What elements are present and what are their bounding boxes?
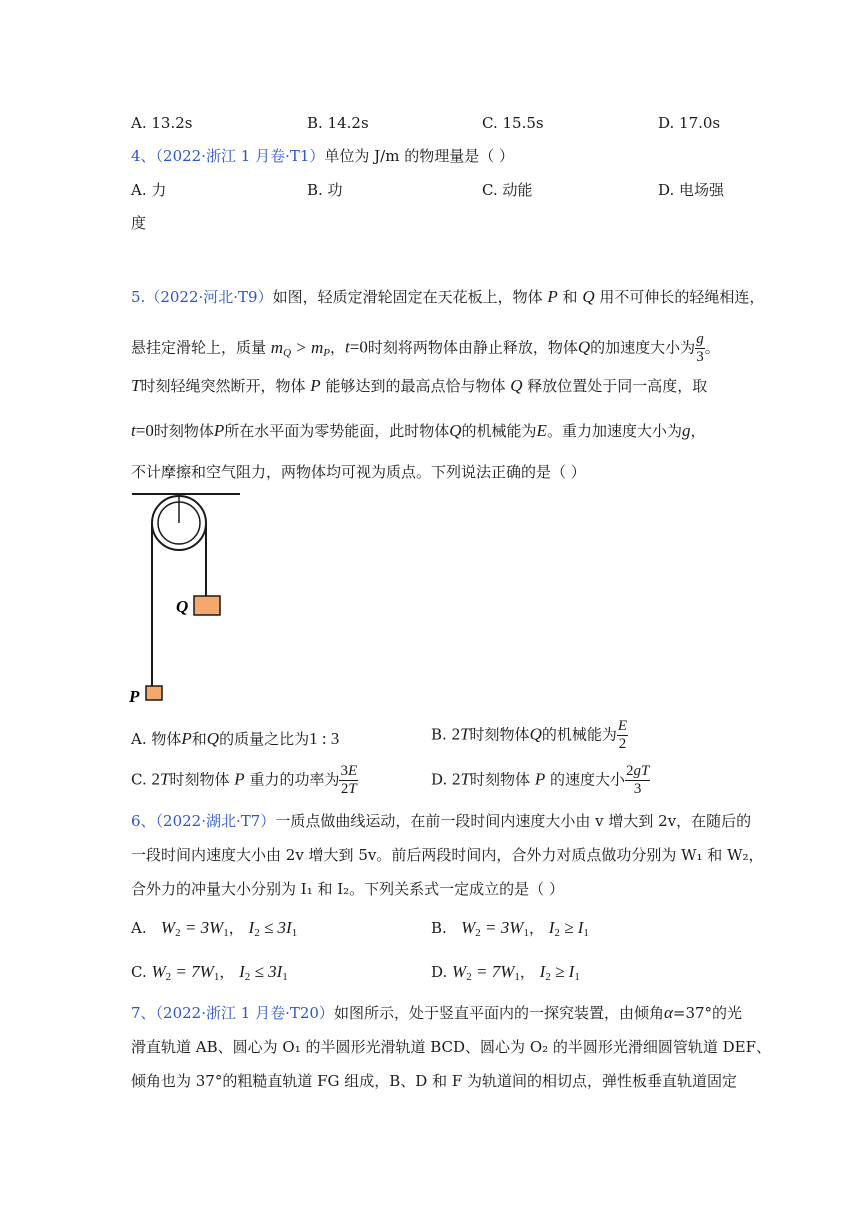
var-P: P xyxy=(310,376,321,395)
q5-text: 能够达到的最高点恰与物体 xyxy=(325,377,506,395)
q5-option-text: 的机械能为 xyxy=(541,725,617,744)
var-Q: Q xyxy=(449,421,462,440)
q5-option-text: B. xyxy=(431,725,447,744)
formula-c-impulse: I2 ≤ 3I1 xyxy=(239,962,288,983)
q5-option-c xyxy=(131,763,358,798)
q5-text: 和 xyxy=(562,288,578,306)
q5-line-1 xyxy=(131,287,764,307)
var-T: T xyxy=(131,376,141,395)
t-zero: t xyxy=(345,337,350,357)
q5-option-text: 的速度大小 xyxy=(549,770,625,789)
fraction-3E-over-2T: $\frac{3E}{2T}$ xyxy=(340,763,358,797)
var-alpha: α xyxy=(663,1003,673,1022)
q5-number: 5. xyxy=(131,288,146,306)
q5-option-d xyxy=(431,763,650,798)
q3-option-a: A. 13.2s xyxy=(131,114,193,132)
fraction-E-over-2: $\frac{E}{2}$ xyxy=(617,718,628,752)
q6-option-b: B. W2 = 3W1， I2 ≥ I1 xyxy=(431,918,589,939)
q5-line-5: 不计摩擦和空气阻力，两物体均可视为质点。下列说法正确的是（ ） xyxy=(131,463,586,481)
mass-ratio: 1 : 3 xyxy=(309,729,340,748)
q6-line-1 xyxy=(131,811,751,831)
q5-option-text: A. 物体 xyxy=(131,730,182,748)
q4-option-b: B. 功 xyxy=(307,181,343,199)
q4-option-a: A. 力 xyxy=(131,181,167,199)
formula-b-impulse: I2 ≥ I1 xyxy=(548,918,589,939)
block-P xyxy=(146,686,162,700)
q4-stem-text: 单位为 J/m 的物理量是（ ） xyxy=(324,147,514,165)
q6-option-d: D. W2 = 7W1， I2 ≥ I1 xyxy=(431,962,580,983)
var-Q: Q xyxy=(206,729,220,748)
pulley-diagram xyxy=(120,490,260,710)
q6-source: （2022·湖北·T7） xyxy=(155,812,276,830)
var-P: P xyxy=(181,729,192,748)
q3-option-b: B. 14.2s xyxy=(307,114,369,132)
q3-option-d: D. 17.0s xyxy=(658,114,721,132)
fraction-2gT-over-3: $\frac{2gT}{3}$ xyxy=(626,763,650,797)
q6-option-label: C. xyxy=(131,963,147,981)
q5-text: 如图，轻质定滑轮固定在天花板上，物体 xyxy=(272,288,543,306)
fraction-g-over-3: $\frac{g}{3}$ xyxy=(696,331,704,365)
q5-text: 时刻将两物体由静止释放，物体 xyxy=(367,338,578,357)
q5-option-text: C. xyxy=(131,770,147,789)
q5-text: 时刻物体 xyxy=(153,422,214,440)
mass-relation: $m_Q > m_P$ xyxy=(270,337,331,359)
q5-option-a xyxy=(131,729,339,749)
time-2T: 2T xyxy=(151,769,170,789)
time-2T: 2T xyxy=(451,724,470,744)
q4-option-d-continued: 度 xyxy=(131,214,147,232)
var-E: E xyxy=(536,421,547,440)
q6-line-2: 一段时间内速度大小由 2v 增大到 5v。前后两段时间内，合外力对质点做功分别为 W₁ 和 W₂， xyxy=(131,846,764,864)
q5-line-4: t=0时刻物体P所在水平面为零势能面，此时物体Q的机械能为E。重力加速度大小为g， xyxy=(131,421,706,440)
q7-text: 如图所示，处于竖直平面内的一探究装置，由倾角 xyxy=(333,1004,664,1022)
formula-b: W2 = 3W1 xyxy=(461,918,529,939)
q5-line-3 xyxy=(131,376,707,396)
q6-option-label: A. xyxy=(131,919,147,937)
q5-source: （2022·河北·T9） xyxy=(145,288,273,306)
q5-text: 。重力加速度大小为 xyxy=(546,422,682,440)
q4-option-d: D. 电场强 xyxy=(658,181,725,199)
q7-source: （2022·浙江 1 月卷·T20） xyxy=(155,1004,334,1022)
formula-a-impulse: I2 ≤ 3I1 xyxy=(248,918,298,939)
time-2T: 2T xyxy=(452,769,471,789)
q5-text: 的机械能为 xyxy=(461,422,537,440)
formula-c: W2 = 7W1 xyxy=(151,962,220,983)
q5-line-2: 悬挂定滑轮上，质量 $m_Q > m_P$，t=0时刻将两物体由静止释放，物体Q的加速度大小为 $\frac{g}{3}$ 。 xyxy=(131,331,720,365)
q6-text: 一质点做曲线运动，在前一段时间内速度大小由 v 增大到 2v，在随后的 xyxy=(275,812,752,830)
var-P: P xyxy=(534,769,546,789)
var-Q: Q xyxy=(510,376,523,395)
formula-a: W2 = 3W1 xyxy=(160,918,229,939)
q7-line-2: 滑直轨道 AB、圆心为 O₁ 的半圆形光滑轨道 BCD、圆心为 O₂ 的半圆形光滑细圆管轨道 DEF、 xyxy=(131,1038,772,1056)
q5-text: 的加速度大小为 xyxy=(590,338,696,357)
label-Q: Q xyxy=(176,597,189,616)
q6-option-c: C. W2 = 7W1， I2 ≤ 3I1 xyxy=(131,962,288,983)
q5-option-text: 时刻物体 xyxy=(169,770,230,789)
var-Q: Q xyxy=(577,337,591,357)
q6-option-label: B. xyxy=(431,919,447,937)
t-zero: t xyxy=(131,421,136,440)
q5-option-text: 时刻物体 xyxy=(469,725,530,744)
q5-option-text: 时刻物体 xyxy=(470,770,531,789)
q6-option-label: D. xyxy=(431,963,448,981)
block-Q xyxy=(194,596,220,615)
q7-line-1 xyxy=(131,1003,742,1023)
q5-option-text: D. xyxy=(431,770,448,789)
q5-option-text: 和 xyxy=(191,730,207,748)
q5-text: 用不可伸长的轻绳相连， xyxy=(599,288,765,306)
q5-option-b xyxy=(431,718,628,753)
var-g: g xyxy=(681,421,691,440)
q5-text: 悬挂定滑轮上，质量 xyxy=(131,338,267,357)
q4-source: （2022·浙江 1 月卷·T1） xyxy=(155,147,325,165)
q4-option-c: C. 动能 xyxy=(482,181,533,199)
var-Q: Q xyxy=(529,724,542,744)
q6-number: 6、 xyxy=(131,812,156,830)
label-P: P xyxy=(129,687,140,706)
q5-text: 所在水平面为零势能面，此时物体 xyxy=(224,422,450,440)
formula-d-impulse: I2 ≥ I1 xyxy=(539,962,580,983)
q7-text: =37°的光 xyxy=(672,1004,743,1022)
q5-option-text: 的质量之比为 xyxy=(219,730,310,748)
q6-line-3: 合外力的冲量大小分别为 I₁ 和 I₂。下列关系式一定成立的是（ ） xyxy=(131,880,564,898)
q6-option-a: A. W2 = 3W1， I2 ≤ 3I1 xyxy=(131,918,298,939)
var-Q: Q xyxy=(582,287,595,306)
var-P: P xyxy=(234,769,245,789)
q5-option-text: 重力的功率为 xyxy=(249,770,340,789)
q4-stem xyxy=(131,146,514,166)
q3-option-c: C. 15.5s xyxy=(482,114,544,132)
q7-line-3: 倾角也为 37°的粗糙直轨道 FG 组成，B、D 和 F 为轨道间的相切点，弹性板垂直轨道固定 xyxy=(131,1072,738,1090)
formula-d: W2 = 7W1 xyxy=(452,962,520,983)
var-P: P xyxy=(547,287,558,306)
var-P: P xyxy=(213,421,225,440)
q4-number: 4、 xyxy=(131,147,156,165)
q5-text: 时刻轻绳突然断开，物体 xyxy=(140,377,306,395)
q7-number: 7、 xyxy=(131,1004,156,1022)
q5-text: 释放位置处于同一高度，取 xyxy=(527,377,708,395)
